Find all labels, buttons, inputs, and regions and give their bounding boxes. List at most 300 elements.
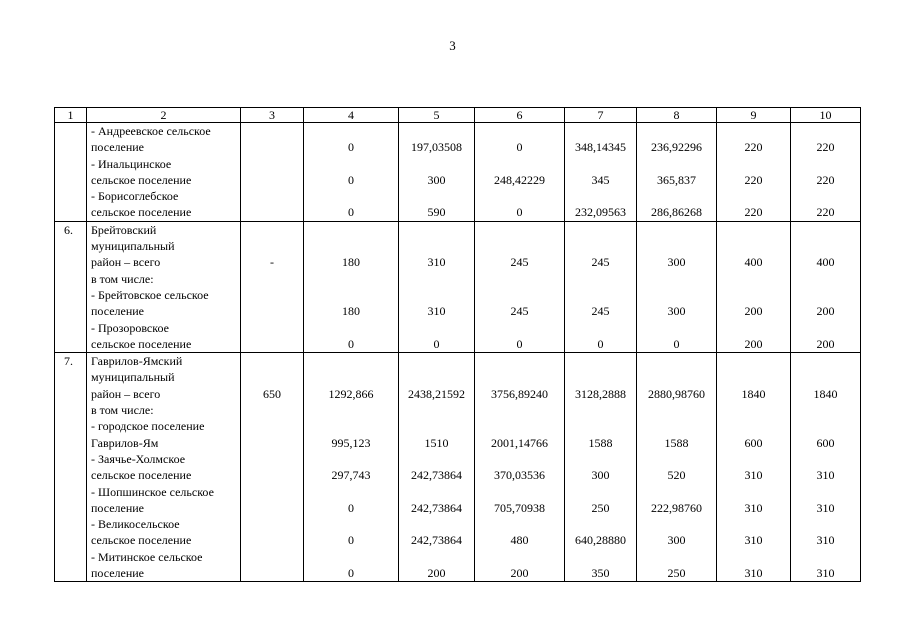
empty-line	[791, 156, 860, 172]
value: 310	[816, 468, 835, 483]
empty-line	[565, 402, 636, 418]
empty-line	[637, 238, 716, 254]
name-line: сельское поселение	[91, 468, 192, 483]
value-cell-col-3	[241, 123, 304, 222]
empty-line	[304, 549, 398, 565]
value: 0	[516, 205, 523, 220]
value	[241, 500, 303, 516]
empty-line	[565, 320, 636, 336]
value: 220	[744, 172, 763, 187]
row-number: 7.	[64, 354, 73, 369]
empty-line	[637, 418, 716, 434]
name-line: Брейтовский	[91, 222, 157, 237]
value: 310	[427, 255, 446, 270]
value: 200	[427, 566, 446, 581]
value: 650	[263, 386, 281, 401]
value: 705,70938	[494, 500, 545, 515]
value	[241, 303, 303, 319]
name-line: - городское поселение	[91, 419, 205, 434]
empty-line	[241, 188, 303, 204]
value	[241, 467, 303, 483]
empty-line	[399, 451, 474, 467]
data-table	[54, 107, 861, 582]
value: 0	[516, 336, 523, 351]
header-cell-3: 3	[241, 108, 304, 123]
value-cell-col-7	[565, 123, 637, 222]
empty-line	[399, 320, 474, 336]
value	[241, 435, 303, 451]
empty-line	[791, 369, 860, 385]
empty-line	[475, 156, 564, 172]
header-cell-8: 8	[637, 108, 717, 123]
value: 200	[816, 304, 835, 319]
value: 0	[348, 140, 354, 155]
value: 345	[591, 172, 610, 187]
empty-line	[241, 287, 303, 303]
value-cell-col-4	[304, 123, 399, 222]
empty-line	[637, 156, 716, 172]
empty-line	[399, 369, 474, 385]
value-cell-col-5	[399, 123, 475, 222]
name-line: муниципальный	[91, 370, 175, 385]
value: 245	[591, 304, 610, 319]
empty-line	[241, 320, 303, 336]
value: 250	[591, 500, 610, 515]
empty-line	[637, 287, 716, 303]
empty-line	[304, 156, 398, 172]
empty-line	[304, 516, 398, 532]
value-cell-col-7	[565, 221, 637, 352]
empty-line	[565, 238, 636, 254]
empty-line	[637, 222, 716, 238]
value: 310	[744, 500, 763, 515]
value: 480	[510, 533, 529, 548]
empty-line	[791, 123, 860, 139]
value: 1840	[741, 386, 766, 401]
empty-line	[399, 123, 474, 139]
empty-line	[717, 451, 790, 467]
empty-line	[304, 238, 398, 254]
value: 236,92296	[651, 140, 702, 155]
empty-line	[241, 549, 303, 565]
name-line: сельское поселение	[91, 172, 192, 187]
name-line: в том числе:	[91, 271, 154, 286]
empty-line	[565, 418, 636, 434]
value: 220	[744, 205, 763, 220]
empty-line	[637, 271, 716, 287]
header-cell-4: 4	[304, 108, 399, 123]
empty-line	[241, 353, 303, 369]
empty-line	[304, 418, 398, 434]
value: 200	[510, 566, 529, 581]
table-row	[55, 123, 861, 222]
empty-line	[475, 287, 564, 303]
value-cell-col-4	[304, 221, 399, 352]
name-line: в том числе:	[91, 403, 154, 418]
empty-line	[304, 222, 398, 238]
empty-line	[241, 484, 303, 500]
value: 232,09563	[575, 205, 626, 220]
empty-line	[304, 287, 398, 303]
empty-line	[241, 238, 303, 254]
empty-line	[475, 188, 564, 204]
value: 310	[744, 566, 763, 581]
value: 180	[342, 255, 360, 270]
row-number: 6.	[64, 222, 73, 237]
empty-line	[304, 402, 398, 418]
value-cell-col-3	[241, 353, 304, 582]
empty-line	[637, 188, 716, 204]
value: 245	[591, 255, 610, 270]
value: 1510	[424, 435, 449, 450]
empty-line	[399, 287, 474, 303]
empty-line	[475, 222, 564, 238]
value-cell-col-8	[637, 123, 717, 222]
empty-line	[717, 222, 790, 238]
empty-line	[717, 287, 790, 303]
empty-line	[717, 156, 790, 172]
value: 242,73864	[411, 468, 462, 483]
empty-line	[565, 156, 636, 172]
value-cell-col-8	[637, 353, 717, 582]
empty-line	[475, 369, 564, 385]
empty-line	[717, 516, 790, 532]
empty-line	[565, 484, 636, 500]
value: 250	[667, 566, 686, 581]
value: 200	[744, 304, 763, 319]
row-number-cell	[55, 123, 87, 222]
value	[241, 172, 303, 188]
value-cell-col-6	[475, 123, 565, 222]
empty-line	[791, 188, 860, 204]
empty-line	[241, 271, 303, 287]
value: 310	[744, 533, 763, 548]
header-cell-5: 5	[399, 108, 475, 123]
empty-line	[399, 549, 474, 565]
name-line: - Митинское сельское	[91, 549, 203, 564]
empty-line	[475, 238, 564, 254]
value: 297,743	[331, 468, 371, 483]
value: 200	[816, 336, 835, 351]
value: 400	[744, 255, 763, 270]
value: 0	[673, 336, 680, 351]
name-line: - Брейтовское сельское	[91, 287, 209, 302]
name-line: поселение	[91, 140, 145, 155]
name-line: - Заячье-Холмское	[91, 451, 186, 466]
value: 2001,14766	[491, 435, 548, 450]
empty-line	[304, 320, 398, 336]
value: 300	[667, 304, 686, 319]
empty-line	[791, 287, 860, 303]
value: 0	[348, 533, 354, 548]
empty-line	[241, 123, 303, 139]
empty-line	[241, 402, 303, 418]
empty-line	[475, 123, 564, 139]
value	[241, 204, 303, 220]
empty-line	[565, 353, 636, 369]
name-line: - Андреевское сельское	[91, 124, 211, 138]
empty-line	[717, 353, 790, 369]
empty-line	[399, 402, 474, 418]
empty-line	[475, 271, 564, 287]
name-line: поселение	[91, 566, 145, 581]
value-cell-col-6	[475, 221, 565, 352]
value: 0	[433, 336, 440, 351]
empty-line	[565, 271, 636, 287]
value: 640,28880	[575, 533, 626, 548]
value-cell-col-9	[717, 353, 791, 582]
value: 220	[816, 172, 835, 187]
empty-line	[717, 238, 790, 254]
empty-line	[399, 418, 474, 434]
empty-line	[475, 516, 564, 532]
header-cell-6: 6	[475, 108, 565, 123]
value-cell-col-9	[717, 123, 791, 222]
value-cell-col-6	[475, 353, 565, 582]
value: 3128,2888	[575, 386, 626, 401]
empty-line	[791, 402, 860, 418]
empty-line	[475, 451, 564, 467]
value: 180	[342, 304, 360, 319]
value: 0	[348, 566, 354, 581]
value: 300	[591, 468, 610, 483]
name-line: сельское поселение	[91, 205, 192, 220]
empty-line	[399, 516, 474, 532]
empty-line	[475, 320, 564, 336]
value: 300	[427, 172, 446, 187]
empty-line	[399, 238, 474, 254]
empty-line	[637, 549, 716, 565]
empty-line	[637, 451, 716, 467]
value: 220	[744, 140, 763, 155]
value-cell-col-10	[791, 123, 861, 222]
value: 197,03508	[411, 140, 462, 155]
empty-line	[399, 484, 474, 500]
value: 222,98760	[651, 500, 702, 515]
empty-line	[304, 484, 398, 500]
value: 2880,98760	[648, 386, 705, 401]
value: 286,86268	[651, 205, 702, 220]
empty-line	[475, 418, 564, 434]
name-line: Гаврилов-Ямский	[91, 354, 183, 369]
value: 310	[744, 468, 763, 483]
value: 242,73864	[411, 533, 462, 548]
value	[241, 139, 303, 155]
empty-line	[304, 369, 398, 385]
value: 310	[427, 304, 446, 319]
empty-line	[565, 516, 636, 532]
row-number-cell	[55, 353, 87, 582]
value: 1588	[664, 435, 689, 450]
empty-line	[565, 188, 636, 204]
empty-line	[399, 353, 474, 369]
empty-line	[637, 353, 716, 369]
value: -	[270, 255, 274, 270]
empty-line	[304, 188, 398, 204]
name-line: - Великосельское	[91, 517, 180, 532]
value-cell-col-9	[717, 221, 791, 352]
value: 248,42229	[494, 172, 545, 187]
value: 0	[597, 336, 604, 351]
value-cell-col-5	[399, 353, 475, 582]
empty-line	[241, 451, 303, 467]
empty-line	[717, 418, 790, 434]
header-row	[55, 108, 861, 123]
empty-line	[637, 484, 716, 500]
value: 0	[348, 205, 354, 220]
row-number	[55, 123, 86, 139]
empty-line	[304, 353, 398, 369]
value: 0	[348, 172, 354, 187]
value: 590	[427, 205, 446, 220]
header-cell-10: 10	[791, 108, 861, 123]
empty-line	[717, 549, 790, 565]
value: 400	[816, 255, 835, 270]
value	[241, 532, 303, 548]
value: 600	[816, 435, 835, 450]
table-row	[55, 221, 861, 352]
empty-line	[241, 156, 303, 172]
value: 1840	[813, 386, 838, 401]
empty-line	[475, 402, 564, 418]
value: 310	[816, 533, 835, 548]
empty-line	[637, 320, 716, 336]
name-line: - Шопшинское сельское	[91, 484, 214, 499]
value: 365,837	[657, 172, 696, 187]
empty-line	[791, 516, 860, 532]
header-cell-2: 2	[87, 108, 241, 123]
value-cell-col-7	[565, 353, 637, 582]
empty-line	[717, 320, 790, 336]
empty-line	[717, 369, 790, 385]
empty-line	[791, 418, 860, 434]
name-line: - Прозоровское	[91, 320, 169, 335]
value: 245	[510, 304, 529, 319]
value: 348,14345	[575, 140, 626, 155]
value: 0	[348, 500, 354, 515]
empty-line	[565, 222, 636, 238]
empty-line	[791, 238, 860, 254]
empty-line	[717, 484, 790, 500]
name-line: поселение	[91, 500, 145, 515]
value: 242,73864	[411, 500, 462, 515]
empty-line	[565, 369, 636, 385]
value-cell-col-8	[637, 221, 717, 352]
empty-line	[791, 271, 860, 287]
value: 245	[510, 255, 529, 270]
value: 1292,866	[328, 386, 374, 401]
value-cell-col-10	[791, 221, 861, 352]
value: 370,03536	[494, 468, 545, 483]
empty-line	[565, 287, 636, 303]
value	[241, 565, 303, 581]
empty-line	[565, 549, 636, 565]
empty-line	[637, 369, 716, 385]
empty-line	[241, 418, 303, 434]
empty-line	[717, 188, 790, 204]
page-number: 3	[449, 38, 456, 53]
empty-line	[304, 123, 398, 139]
empty-line	[791, 222, 860, 238]
empty-line	[791, 353, 860, 369]
value: 0	[516, 140, 523, 155]
empty-line	[717, 123, 790, 139]
name-line: район – всего	[91, 255, 161, 270]
empty-line	[399, 222, 474, 238]
value: 300	[667, 533, 686, 548]
empty-line	[637, 516, 716, 532]
name-line: сельское поселение	[91, 533, 192, 548]
empty-line	[304, 451, 398, 467]
empty-line	[241, 369, 303, 385]
value: 1588	[588, 435, 613, 450]
value: 220	[816, 140, 835, 155]
empty-line	[791, 549, 860, 565]
empty-line	[399, 156, 474, 172]
name-line: район – всего	[91, 386, 161, 401]
value: 310	[816, 566, 835, 581]
empty-line	[399, 188, 474, 204]
row-number-cell	[55, 221, 87, 352]
header-cell-1: 1	[55, 108, 87, 123]
name-cell	[87, 353, 241, 582]
name-line: муниципальный	[91, 239, 175, 254]
table-row	[55, 353, 861, 582]
empty-line	[475, 353, 564, 369]
empty-line	[637, 123, 716, 139]
name-line: Гаврилов-Ям	[91, 435, 159, 450]
value: 2438,21592	[408, 386, 465, 401]
value: 995,123	[331, 435, 371, 450]
value: 0	[348, 336, 354, 351]
empty-line	[565, 451, 636, 467]
name-line: поселение	[91, 304, 145, 319]
value-cell-col-5	[399, 221, 475, 352]
empty-line	[717, 271, 790, 287]
value-cell-col-10	[791, 353, 861, 582]
empty-line	[565, 123, 636, 139]
name-line: - Борисоглебское	[91, 189, 179, 204]
table-body	[55, 108, 861, 582]
empty-line	[475, 484, 564, 500]
name-cell	[87, 123, 241, 222]
empty-line	[791, 451, 860, 467]
header-cell-7: 7	[565, 108, 637, 123]
empty-line	[791, 484, 860, 500]
header-cell-9: 9	[717, 108, 791, 123]
empty-line	[475, 549, 564, 565]
value: 3756,89240	[491, 386, 548, 401]
name-line: сельское поселение	[91, 336, 192, 351]
value: 310	[816, 500, 835, 515]
empty-line	[717, 402, 790, 418]
value: 300	[667, 255, 686, 270]
empty-line	[304, 271, 398, 287]
value: 200	[744, 336, 763, 351]
value: 600	[744, 435, 763, 450]
value	[241, 336, 303, 352]
value: 350	[591, 566, 610, 581]
empty-line	[791, 320, 860, 336]
value-cell-col-3	[241, 221, 304, 352]
empty-line	[637, 402, 716, 418]
value: 220	[816, 205, 835, 220]
empty-line	[241, 516, 303, 532]
value: 520	[667, 468, 686, 483]
name-line: - Инальцинское	[91, 156, 172, 171]
value-cell-col-4	[304, 353, 399, 582]
empty-line	[399, 271, 474, 287]
